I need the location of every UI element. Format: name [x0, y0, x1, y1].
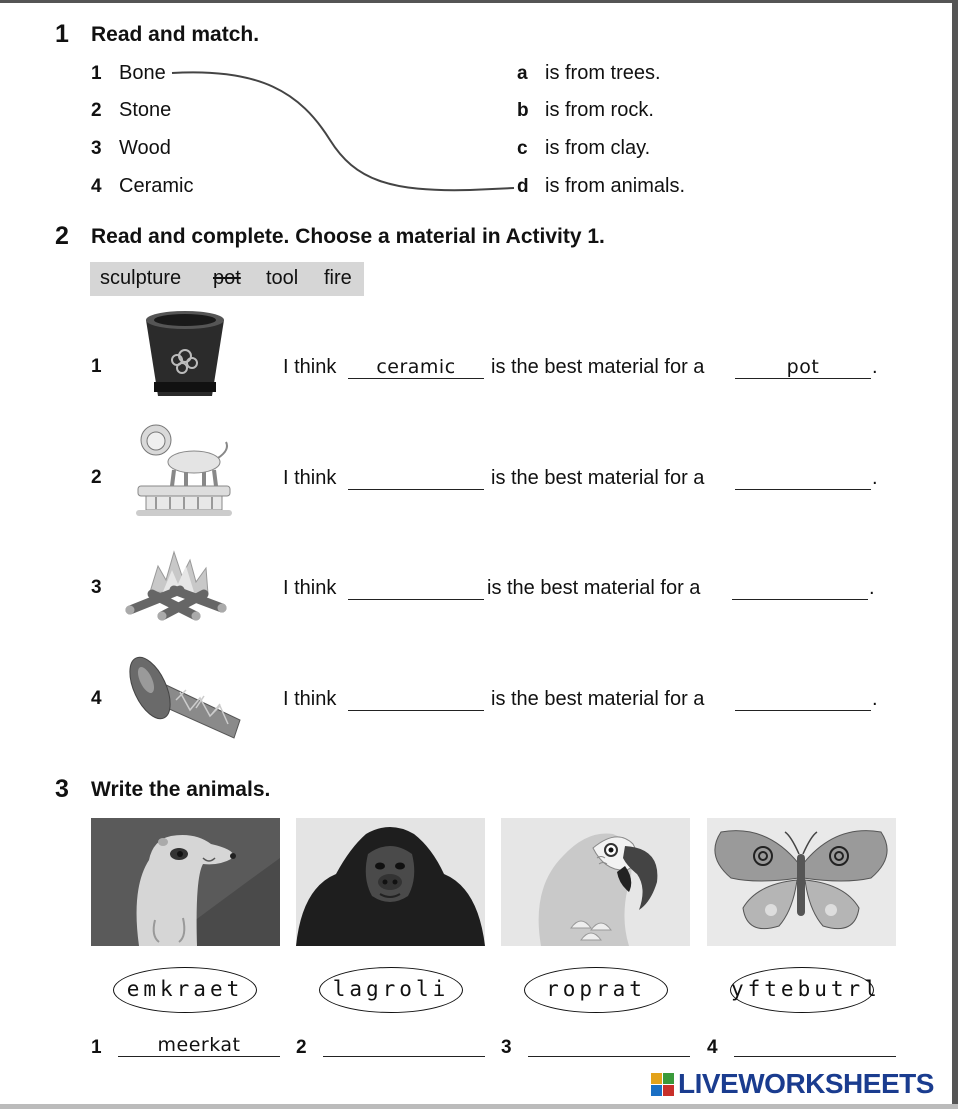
blank-material-1[interactable] — [348, 378, 484, 379]
flower-pot-icon — [140, 308, 230, 400]
page-frame-bottom — [0, 1104, 958, 1109]
match-right-letter: c — [517, 138, 528, 159]
scrambled-word-3: roprat — [524, 967, 668, 1013]
match-left-stone[interactable]: Stone — [119, 99, 172, 121]
match-right-letter: d — [517, 176, 529, 197]
blank-animal-1[interactable] — [118, 1056, 280, 1057]
sentence-end: . — [872, 467, 878, 489]
match-left-bone[interactable]: Bone — [119, 62, 166, 84]
scrambled-word-2: lagroli — [319, 967, 463, 1013]
sentence-middle: is the best material for a — [491, 467, 705, 489]
row-number: 1 — [91, 356, 102, 377]
match-right-letter: a — [517, 63, 528, 84]
sentence-end: . — [872, 688, 878, 710]
match-left-wood[interactable]: Wood — [119, 137, 171, 159]
blank-animal-2[interactable] — [323, 1056, 485, 1057]
section1-number: 1 — [55, 20, 69, 48]
row-number: 2 — [91, 467, 102, 488]
sentence-prefix: I think — [283, 467, 337, 489]
row-number: 4 — [91, 688, 102, 709]
scrambled-word-4: yftebutrl — [730, 967, 874, 1013]
sentence-end: . — [872, 356, 878, 378]
word-pot: pot — [213, 267, 241, 289]
blank-object-4[interactable] — [735, 710, 871, 711]
sentence-end: . — [869, 577, 875, 599]
sentence-middle: is the best material for a — [491, 356, 705, 378]
blank-animal-3[interactable] — [528, 1056, 690, 1057]
word-fire: fire — [324, 267, 352, 289]
section3-number: 3 — [55, 775, 69, 803]
blank-material-2[interactable] — [348, 489, 484, 490]
section1-title: Read and match. — [91, 23, 260, 46]
answer-object-1[interactable]: pot — [786, 356, 820, 378]
word-box — [90, 262, 364, 296]
match-left-number: 2 — [91, 100, 102, 121]
sentence-middle: is the best material for a — [491, 688, 705, 710]
match-right-clay[interactable]: is from clay. — [545, 137, 651, 159]
scrambled-word-1: emkraet — [113, 967, 257, 1013]
word-sculpture: sculpture — [100, 267, 182, 289]
match-left-number: 1 — [91, 63, 102, 84]
blank-object-2[interactable] — [735, 489, 871, 490]
blank-material-3[interactable] — [348, 599, 484, 600]
animal-number: 1 — [91, 1037, 102, 1058]
answer-material-1[interactable]: ceramic — [376, 356, 456, 378]
match-left-number: 4 — [91, 176, 102, 197]
match-left-number: 3 — [91, 138, 102, 159]
blank-material-4[interactable] — [348, 710, 484, 711]
sentence-prefix: I think — [283, 356, 337, 378]
stone-tool-icon — [120, 650, 250, 744]
blank-object-1[interactable] — [735, 378, 871, 379]
sentence-prefix: I think — [283, 688, 337, 710]
match-right-letter: b — [517, 100, 529, 121]
liveworksheets-logo-text: LIVEWORKSHEETS — [678, 1068, 934, 1099]
match-left-ceramic[interactable]: Ceramic — [119, 175, 194, 197]
gorilla-image — [296, 818, 485, 946]
section2-number: 2 — [55, 222, 69, 250]
parrot-image — [501, 818, 690, 946]
sentence-middle: is the best material for a — [487, 577, 701, 599]
sentence-prefix: I think — [283, 577, 337, 599]
blank-animal-4[interactable] — [734, 1056, 896, 1057]
liveworksheets-logo-icon — [650, 1072, 676, 1098]
animal-number: 2 — [296, 1037, 307, 1058]
butterfly-image — [707, 818, 896, 946]
match-line — [0, 0, 958, 300]
answer-animal-1[interactable]: meerkat — [157, 1034, 241, 1056]
match-right-trees[interactable]: is from trees. — [545, 62, 661, 84]
match-right-animals[interactable]: is from animals. — [545, 175, 686, 197]
section3-title: Write the animals. — [91, 778, 271, 801]
campfire-icon — [122, 544, 232, 628]
word-tool: tool — [266, 267, 299, 289]
row-number: 3 — [91, 577, 102, 598]
section2-title: Read and complete. Choose a material in Activity 1. — [91, 225, 605, 248]
match-right-rock[interactable]: is from rock. — [545, 99, 654, 121]
animal-number: 3 — [501, 1037, 512, 1058]
animal-number: 4 — [707, 1037, 718, 1058]
lion-sculpture-icon — [132, 420, 236, 518]
meerkat-image — [91, 818, 280, 946]
blank-object-3[interactable] — [732, 599, 868, 600]
